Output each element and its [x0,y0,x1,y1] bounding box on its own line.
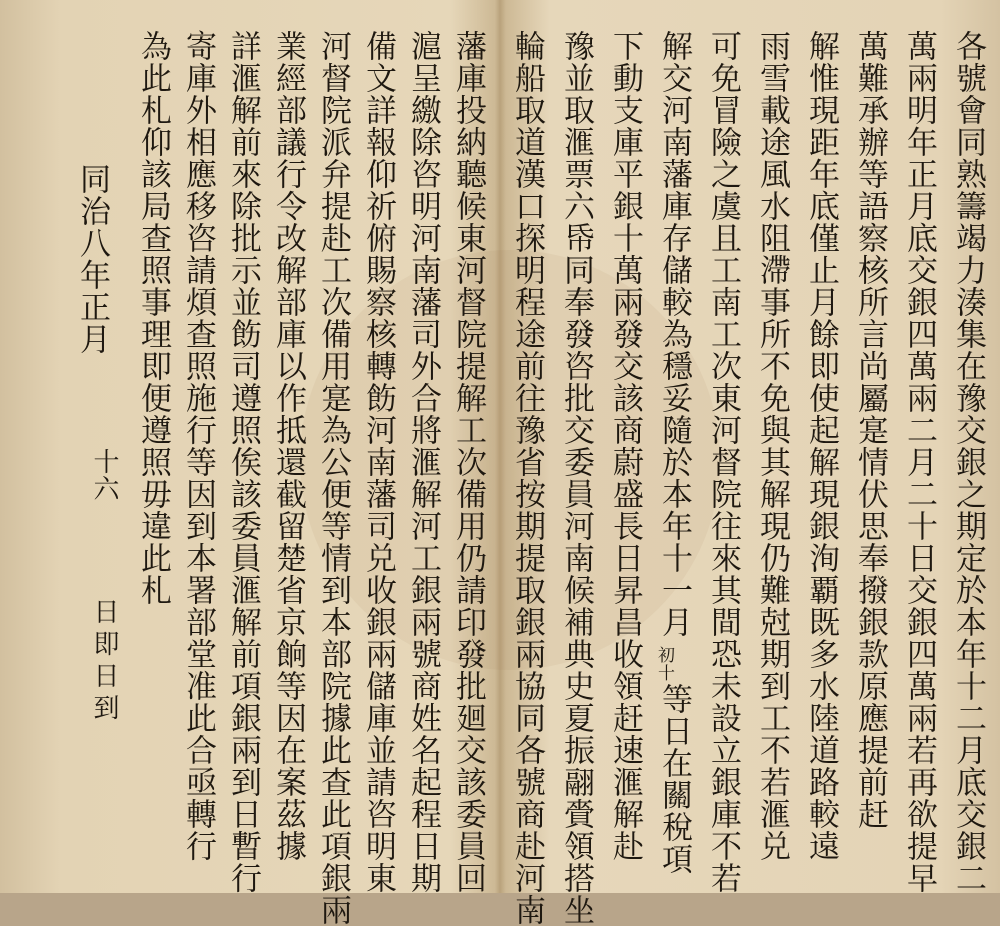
right-page [503,18,993,926]
text-column: 解交河南藩庫存儲較為穩妥隨於本年十一月 [656,30,692,638]
date-day: 十六 [89,448,119,502]
text-column: 雨雪載途風水阻滯事所不免與其解現仍難尅期到工不若滙兑 [754,30,790,862]
text-column: 萬兩明年正月底交銀四萬兩二月二十日交銀四萬兩若再欲提早 [901,30,937,894]
text-column: 下動支庫平銀十萬兩發交該商蔚盛長日昇昌收領赶速滙解赴 [607,30,643,862]
text-column: 寄庫外相應移咨請煩查照施行等因到本署部堂准此合亟轉行 [180,30,216,862]
text-column: 豫並取滙票六帋同奉發咨批交委員河南候補典史夏振翮賫領搭坐 [558,30,594,926]
text-column: 各號會同熟籌竭力湊集在豫交銀之期定於本年十二月底交銀二 [950,30,986,894]
interlinear-note: 初十 [654,646,674,682]
text-column: 輪船取道漢口探明程途前往豫省按期提取銀兩協同各號商赴河南 [509,30,545,926]
text-column: 河督院派弁提赴工次備用寔為公便等情到本部院據此查此項銀兩 [315,30,351,926]
text-column: 解惟現距年底僅止月餘即使起解現銀洵覇既多水陸道路較遠 [803,30,839,862]
text-column: 業經部議行令改解部庫以作抵還截留楚省京餉等因在案茲據 [270,30,306,862]
text-column: 為此札仰該局查照事理即便遵照毋違此札 [135,30,171,606]
text-column: 萬難承辦等語察核所言尚屬寔情伏思奉撥銀款原應提前赶 [852,30,888,830]
text-column: 等日在關稅項 [656,683,692,875]
date-line: 同治八年正月 [74,163,110,355]
text-column: 藩庫投納聽候東河督院提解工次備用仍請印發批廻交該委員回 [450,30,486,894]
text-column: 可免冒險之虞且工南工次東河督院往來其間恐未設立銀庫不若 [705,30,741,894]
text-column: 備文詳報仰祈俯賜察核轉飭河南藩司兑收銀兩儲庫並請咨明東 [360,30,396,894]
text-column: 詳滙解前來除批示並飭司遵照俟該委員滙解前項銀兩到日暫行 [225,30,261,894]
date-suffix: 日即日到 [89,598,119,726]
left-page [8,18,493,926]
text-column: 滬呈繳除咨明河南藩司外合將滙解河工銀兩號商姓名起程日期 [405,30,441,894]
